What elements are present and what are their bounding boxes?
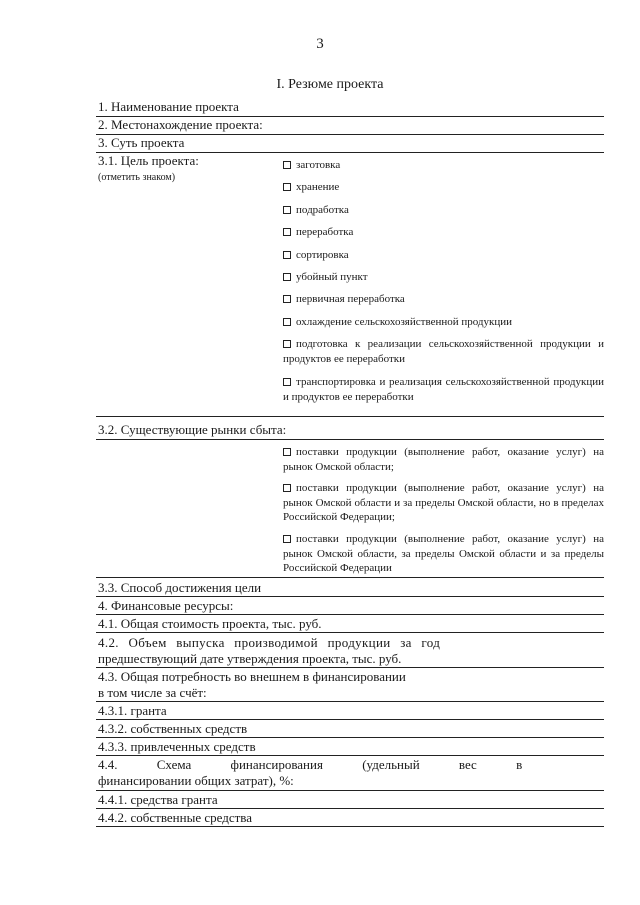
divider — [96, 808, 604, 809]
checkbox-icon[interactable] — [283, 228, 291, 236]
row-own-funds: 4.3.2. собственных средств — [98, 721, 248, 736]
row-financing-scheme: 4.4. Схема финансирования (удельный вес в — [98, 757, 523, 772]
goal-option[interactable]: первичная переработка — [283, 292, 604, 307]
row-project-goal-note: (отметить знаком) — [98, 172, 176, 183]
goal-option[interactable]: убойный пункт — [283, 270, 604, 285]
row-output-volume: 4.2. Объем выпуска производимой продукции за год — [98, 635, 441, 650]
market-option[interactable]: поставки продукции (выполнение работ, оказание услуг) на рынок Омской области; — [283, 446, 604, 473]
checkbox-icon[interactable] — [283, 378, 291, 386]
row-output-volume-cont: предшествующий дате утверждения проекта, тыс. руб. — [98, 651, 402, 666]
checkbox-icon[interactable] — [283, 206, 291, 214]
divider — [96, 755, 604, 756]
divider — [96, 701, 604, 702]
checkbox-icon[interactable] — [283, 535, 291, 543]
row-goal-method: 3.3. Способ достижения цели — [98, 580, 262, 595]
row-project-goal: 3.1. Цель проекта: — [98, 153, 199, 168]
row-grant-share: 4.4.1. средства гранта — [98, 792, 218, 807]
checkbox-icon[interactable] — [283, 183, 291, 191]
checkbox-icon[interactable] — [283, 273, 291, 281]
row-total-cost: 4.1. Общая стоимость проекта, тыс. руб. — [98, 616, 322, 631]
row-project-essence: 3. Суть проекта — [98, 135, 185, 150]
divider — [96, 790, 604, 791]
divider — [96, 439, 604, 440]
market-option[interactable]: поставки продукции (выполнение работ, оказание услуг) на рынок Омской области, за пределы Омской области и за пределы Российской Федерации — [283, 533, 604, 574]
row-external-financing: 4.3. Общая потребность во внешнем в финансировании — [98, 669, 406, 684]
row-project-name: 1. Наименование проекта — [98, 99, 239, 114]
row-project-location: 2. Местонахождение проекта: — [98, 117, 263, 132]
divider — [96, 416, 604, 417]
checkbox-icon[interactable] — [283, 161, 291, 169]
goal-option[interactable]: сортировка — [283, 248, 604, 263]
page-number: 3 — [316, 36, 324, 52]
checkbox-icon[interactable] — [283, 484, 291, 492]
divider — [96, 577, 604, 578]
goal-option[interactable]: транспортировка и реализация сельскохозяйственной продукции и продуктов ее переработки — [283, 376, 604, 403]
divider — [96, 596, 604, 597]
divider — [96, 632, 604, 633]
divider — [96, 667, 604, 668]
goal-option[interactable]: подработка — [283, 203, 604, 218]
goal-option[interactable]: переработка — [283, 225, 604, 240]
divider — [96, 737, 604, 738]
row-including: в том числе за счёт: — [98, 685, 207, 700]
checkbox-icon[interactable] — [283, 340, 291, 348]
checkbox-icon[interactable] — [283, 448, 291, 456]
row-attracted-funds: 4.3.3. привлеченных средств — [98, 739, 256, 754]
row-financial-resources: 4. Финансовые ресурсы: — [98, 598, 234, 613]
checkbox-icon[interactable] — [283, 318, 291, 326]
divider — [96, 719, 604, 720]
divider — [96, 614, 604, 615]
goal-option[interactable]: хранение — [283, 180, 604, 195]
page-title: I. Резюме проекта — [276, 77, 384, 92]
row-sales-markets: 3.2. Существующие рынки сбыта: — [98, 422, 287, 437]
divider — [96, 826, 604, 827]
goal-option[interactable]: заготовка — [283, 158, 604, 173]
goal-option[interactable]: подготовка к реализации сельскохозяйственной продукции и продуктов ее переработки — [283, 338, 604, 365]
row-grant: 4.3.1. гранта — [98, 703, 167, 718]
row-financing-scheme-cont: финансировании общих затрат), %: — [98, 773, 294, 788]
checkbox-icon[interactable] — [283, 295, 291, 303]
row-own-funds-share: 4.4.2. собственные средства — [98, 810, 253, 825]
goal-option[interactable]: охлаждение сельскохозяйственной продукции — [283, 315, 604, 330]
checkbox-icon[interactable] — [283, 251, 291, 259]
market-option[interactable]: поставки продукции (выполнение работ, оказание услуг) на рынок Омской области и за пределы Омской области, но в пределах Российской Федерации; — [283, 482, 604, 523]
